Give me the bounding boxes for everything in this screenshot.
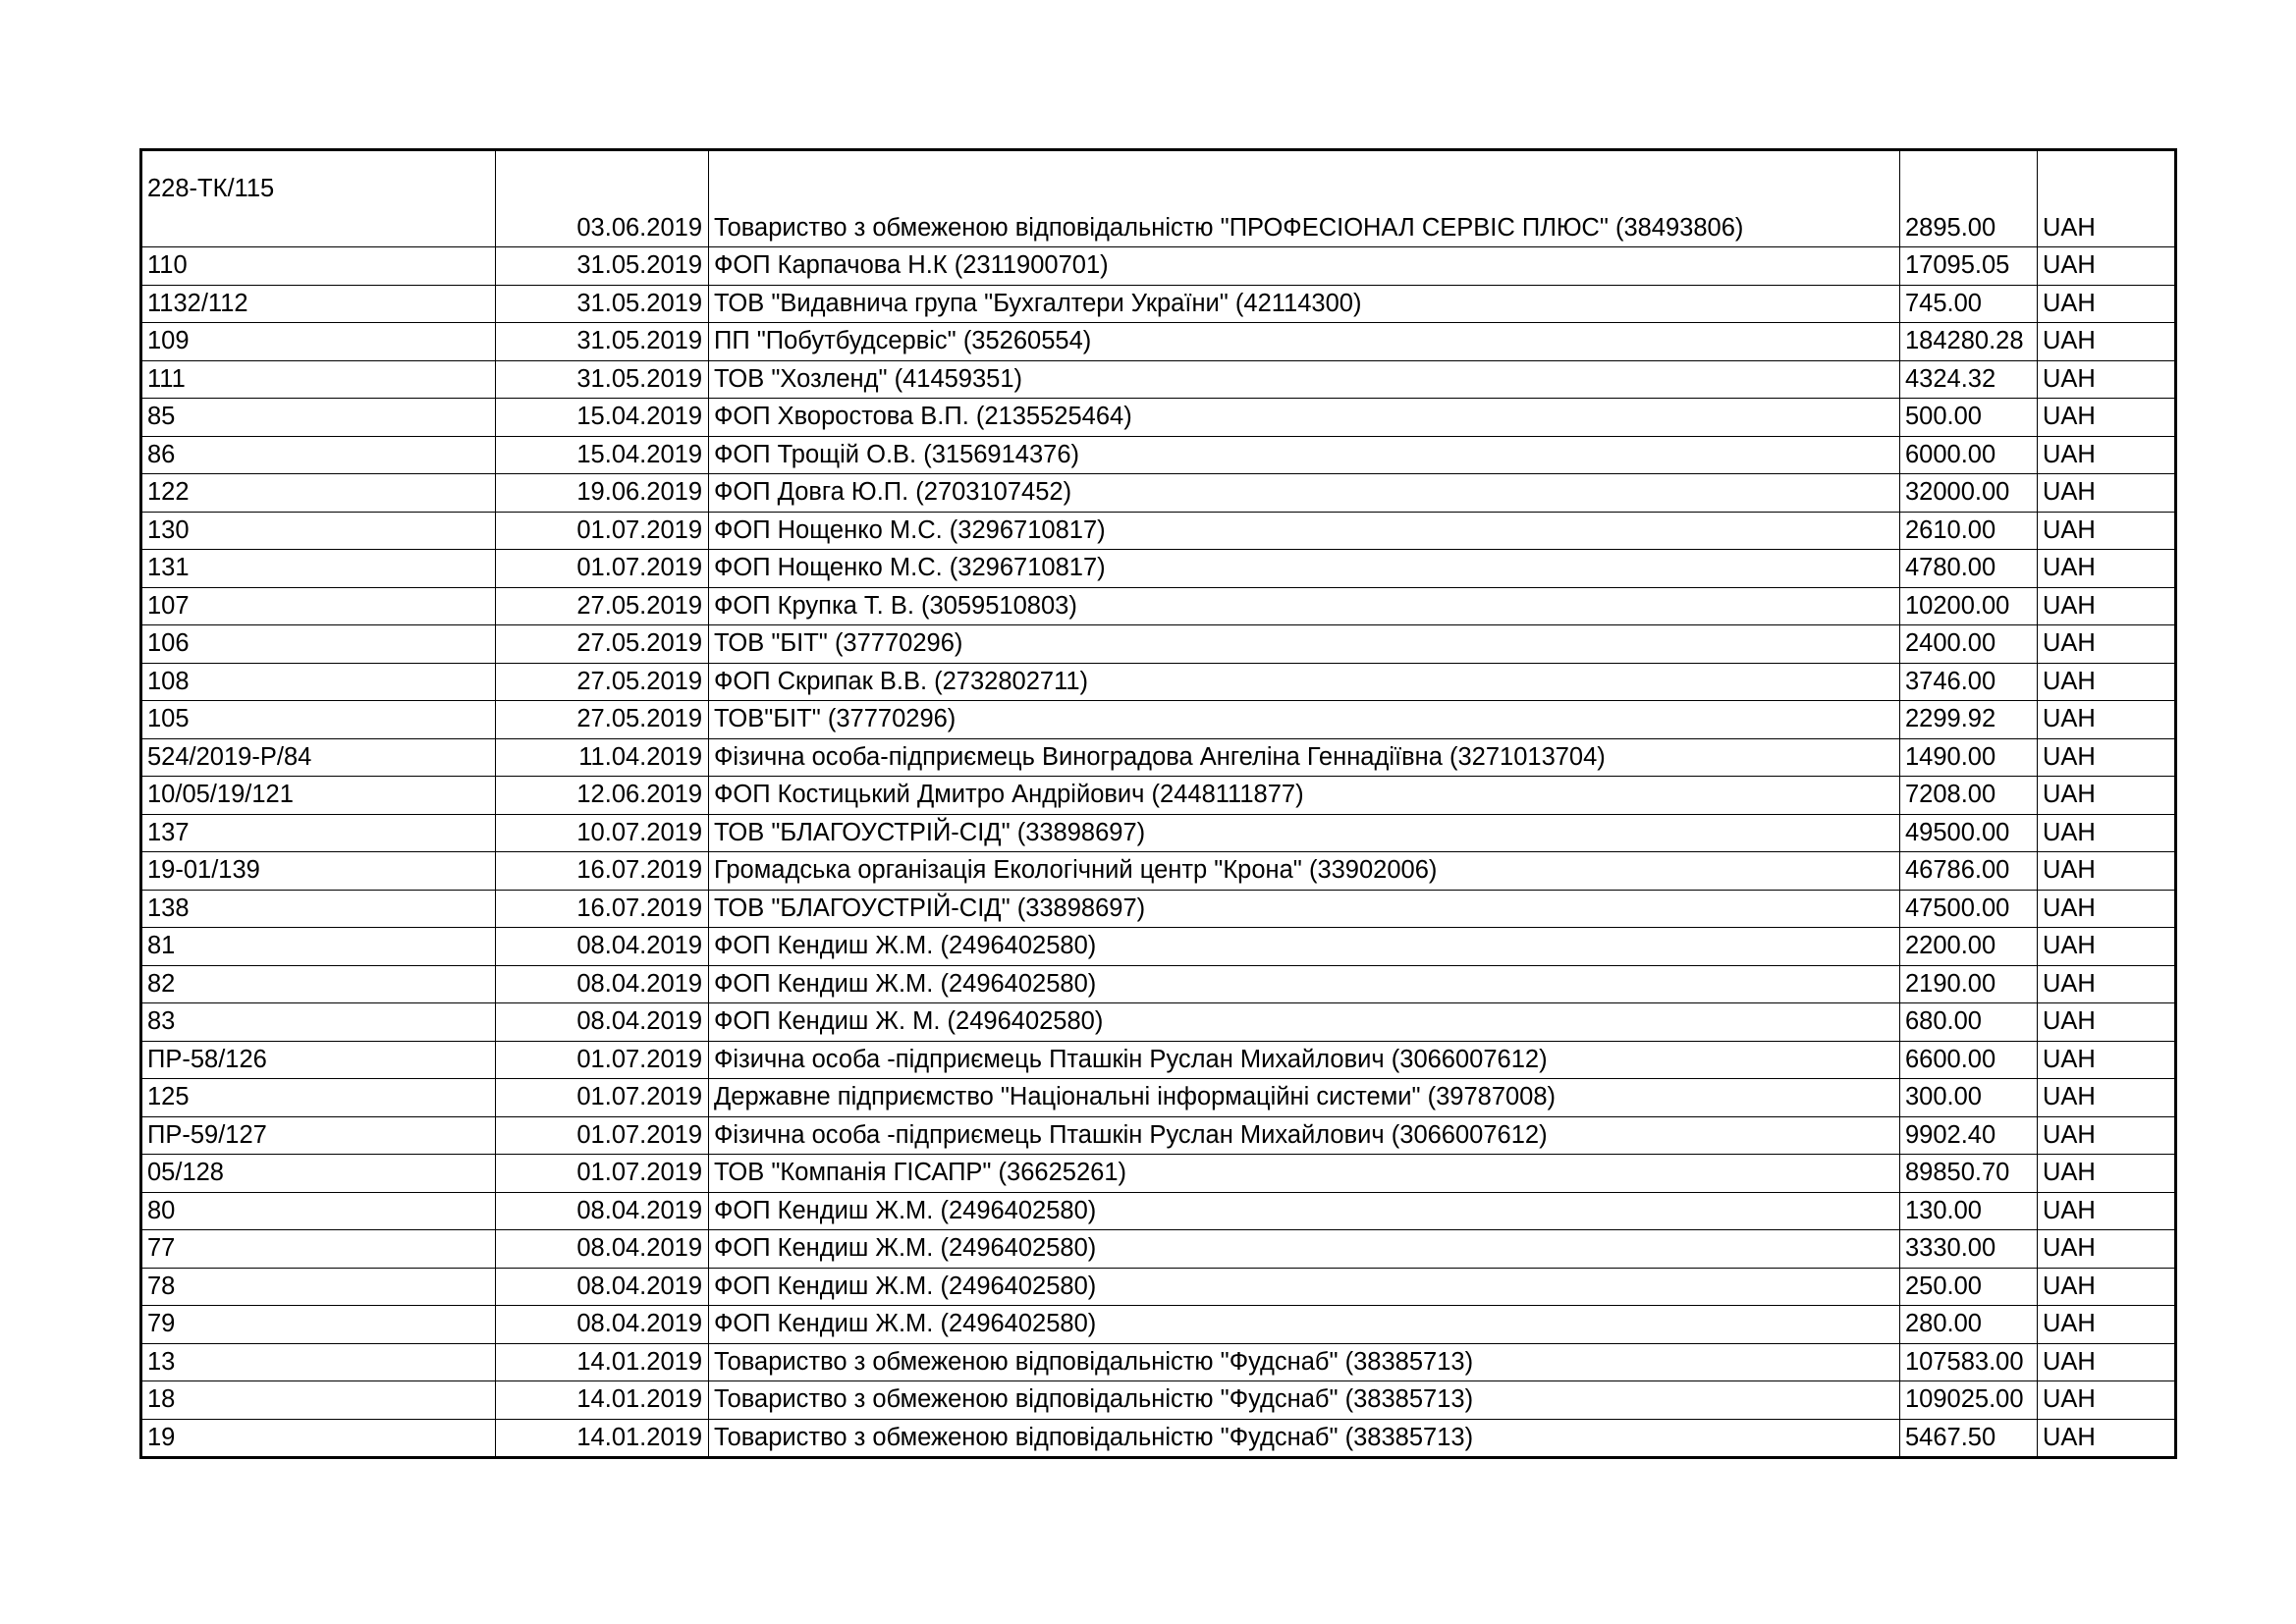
currency-cell: UAH: [2038, 150, 2176, 247]
counterparty-cell: Товариство з обмеженою відповідальністю "Фудснаб" (38385713): [709, 1381, 1900, 1420]
table-row: [141, 360, 2176, 399]
contract-number-cell: 111: [141, 360, 496, 399]
counterparty-cell: ФОП Кендиш Ж.М. (2496402580): [709, 1192, 1900, 1230]
contract-number-cell: 13: [141, 1343, 496, 1381]
table-row: [141, 663, 2176, 701]
contract-number-cell: 78: [141, 1268, 496, 1306]
contract-number-cell: 79: [141, 1306, 496, 1344]
counterparty-cell: ФОП Скрипак В.В. (2732802711): [709, 663, 1900, 701]
table-row: [141, 738, 2176, 777]
counterparty-cell: ФОП Хворостова В.П. (2135525464): [709, 399, 1900, 437]
amount-cell: 4324.32: [1900, 360, 2038, 399]
table-row: [141, 285, 2176, 323]
currency-cell: UAH: [2038, 1419, 2176, 1458]
currency-cell: UAH: [2038, 890, 2176, 928]
table-row: [141, 247, 2176, 286]
amount-cell: 46786.00: [1900, 852, 2038, 891]
date-cell: 27.05.2019: [496, 663, 709, 701]
amount-cell: 10200.00: [1900, 587, 2038, 625]
counterparty-cell: Громадська організація Екологічний центр "Крона" (33902006): [709, 852, 1900, 891]
date-cell: 31.05.2019: [496, 285, 709, 323]
counterparty-cell: Товариство з обмеженою відповідальністю "Фудснаб" (38385713): [709, 1343, 1900, 1381]
date-cell: 31.05.2019: [496, 360, 709, 399]
date-cell: 14.01.2019: [496, 1419, 709, 1458]
amount-cell: 3746.00: [1900, 663, 2038, 701]
date-cell: 08.04.2019: [496, 1192, 709, 1230]
counterparty-cell: Товариство з обмеженою відповідальністю "ПРОФЕСІОНАЛ СЕРВІС ПЛЮС" (38493806): [709, 150, 1900, 247]
contract-number-cell: 19: [141, 1419, 496, 1458]
table-row: [141, 436, 2176, 474]
date-cell: 01.07.2019: [496, 1116, 709, 1155]
contract-number-cell: 85: [141, 399, 496, 437]
amount-cell: 49500.00: [1900, 814, 2038, 852]
table-row: [141, 1192, 2176, 1230]
amount-cell: 3330.00: [1900, 1230, 2038, 1269]
amount-cell: 2299.92: [1900, 701, 2038, 739]
date-cell: 08.04.2019: [496, 928, 709, 966]
currency-cell: UAH: [2038, 512, 2176, 550]
currency-cell: UAH: [2038, 1343, 2176, 1381]
currency-cell: UAH: [2038, 1041, 2176, 1079]
table-row: [141, 965, 2176, 1003]
table-body: [141, 150, 2176, 1458]
contract-number-cell: 228-ТК/115: [141, 150, 496, 247]
table-row: [141, 1419, 2176, 1458]
counterparty-cell: Фізична особа -підприємець Пташкін Руслан Михайлович (3066007612): [709, 1041, 1900, 1079]
amount-cell: 5467.50: [1900, 1419, 2038, 1458]
amount-cell: 745.00: [1900, 285, 2038, 323]
table-row: [141, 1041, 2176, 1079]
amount-cell: 47500.00: [1900, 890, 2038, 928]
currency-cell: UAH: [2038, 550, 2176, 588]
amount-cell: 2200.00: [1900, 928, 2038, 966]
currency-cell: UAH: [2038, 474, 2176, 513]
date-cell: 31.05.2019: [496, 323, 709, 361]
amount-cell: 7208.00: [1900, 777, 2038, 815]
amount-cell: 2400.00: [1900, 625, 2038, 664]
table-row: [141, 1116, 2176, 1155]
counterparty-cell: ТОВ "Хозленд" (41459351): [709, 360, 1900, 399]
counterparty-cell: ФОП Кендиш Ж.М. (2496402580): [709, 1230, 1900, 1269]
contract-number-cell: 80: [141, 1192, 496, 1230]
contracts-table: [139, 148, 2177, 1459]
amount-cell: 89850.70: [1900, 1155, 2038, 1193]
contract-number-cell: 107: [141, 587, 496, 625]
date-cell: 08.04.2019: [496, 965, 709, 1003]
currency-cell: UAH: [2038, 1116, 2176, 1155]
amount-cell: 280.00: [1900, 1306, 2038, 1344]
currency-cell: UAH: [2038, 587, 2176, 625]
counterparty-cell: ФОП Костицький Дмитро Андрійович (2448111877): [709, 777, 1900, 815]
amount-cell: 250.00: [1900, 1268, 2038, 1306]
date-cell: 01.07.2019: [496, 1041, 709, 1079]
currency-cell: UAH: [2038, 285, 2176, 323]
contract-number-cell: 1132/112: [141, 285, 496, 323]
amount-cell: 2610.00: [1900, 512, 2038, 550]
date-cell: 16.07.2019: [496, 852, 709, 891]
table-row: [141, 1306, 2176, 1344]
date-cell: 16.07.2019: [496, 890, 709, 928]
currency-cell: UAH: [2038, 323, 2176, 361]
contract-number-cell: 86: [141, 436, 496, 474]
table-row: [141, 587, 2176, 625]
counterparty-cell: ТОВ "Компанія ГІСАПР" (36625261): [709, 1155, 1900, 1193]
counterparty-cell: ФОП Кендиш Ж.М. (2496402580): [709, 928, 1900, 966]
currency-cell: UAH: [2038, 625, 2176, 664]
contract-number-cell: 106: [141, 625, 496, 664]
currency-cell: UAH: [2038, 777, 2176, 815]
table-row: [141, 150, 2176, 247]
table-row: [141, 928, 2176, 966]
date-cell: 19.06.2019: [496, 474, 709, 513]
contract-number-cell: 81: [141, 928, 496, 966]
counterparty-cell: ТОВ "БЛАГОУСТРІЙ-СІД" (33898697): [709, 890, 1900, 928]
table-row: [141, 1155, 2176, 1193]
contract-number-cell: 125: [141, 1079, 496, 1117]
date-cell: 01.07.2019: [496, 550, 709, 588]
table-row: [141, 1268, 2176, 1306]
amount-cell: 300.00: [1900, 1079, 2038, 1117]
counterparty-cell: ТОВ "БІТ" (37770296): [709, 625, 1900, 664]
contract-number-cell: 83: [141, 1003, 496, 1042]
table-row: [141, 890, 2176, 928]
currency-cell: UAH: [2038, 814, 2176, 852]
currency-cell: UAH: [2038, 360, 2176, 399]
table-row: [141, 1230, 2176, 1269]
currency-cell: UAH: [2038, 1381, 2176, 1420]
currency-cell: UAH: [2038, 852, 2176, 891]
contract-number-cell: 130: [141, 512, 496, 550]
currency-cell: UAH: [2038, 1230, 2176, 1269]
table-row: [141, 625, 2176, 664]
table-row: [141, 1381, 2176, 1420]
counterparty-cell: ПП "Побутбудсервіс" (35260554): [709, 323, 1900, 361]
counterparty-cell: ТОВ "Видавнича група "Бухгалтери України" (42114300): [709, 285, 1900, 323]
date-cell: 14.01.2019: [496, 1381, 709, 1420]
table-row: [141, 550, 2176, 588]
table-row: [141, 777, 2176, 815]
amount-cell: 6000.00: [1900, 436, 2038, 474]
currency-cell: UAH: [2038, 965, 2176, 1003]
counterparty-cell: ФОП Кендиш Ж. М. (2496402580): [709, 1003, 1900, 1042]
date-cell: 12.06.2019: [496, 777, 709, 815]
counterparty-cell: ФОП Трощій О.В. (3156914376): [709, 436, 1900, 474]
currency-cell: UAH: [2038, 1079, 2176, 1117]
currency-cell: UAH: [2038, 1155, 2176, 1193]
counterparty-cell: ФОП Довга Ю.П. (2703107452): [709, 474, 1900, 513]
date-cell: 08.04.2019: [496, 1230, 709, 1269]
date-cell: 08.04.2019: [496, 1268, 709, 1306]
counterparty-cell: Фізична особа -підприємець Пташкін Руслан Михайлович (3066007612): [709, 1116, 1900, 1155]
amount-cell: 2895.00: [1900, 150, 2038, 247]
amount-cell: 6600.00: [1900, 1041, 2038, 1079]
contract-number-cell: ПР-58/126: [141, 1041, 496, 1079]
contract-number-cell: 524/2019-Р/84: [141, 738, 496, 777]
contract-number-cell: 137: [141, 814, 496, 852]
contract-number-cell: 05/128: [141, 1155, 496, 1193]
date-cell: 15.04.2019: [496, 399, 709, 437]
date-cell: 03.06.2019: [496, 150, 709, 247]
date-cell: 27.05.2019: [496, 701, 709, 739]
counterparty-cell: Товариство з обмеженою відповідальністю "Фудснаб" (38385713): [709, 1419, 1900, 1458]
amount-cell: 500.00: [1900, 399, 2038, 437]
counterparty-cell: ТОВ "БЛАГОУСТРІЙ-СІД" (33898697): [709, 814, 1900, 852]
table-row: [141, 323, 2176, 361]
amount-cell: 32000.00: [1900, 474, 2038, 513]
currency-cell: UAH: [2038, 1306, 2176, 1344]
contract-number-cell: 82: [141, 965, 496, 1003]
contract-number-cell: 131: [141, 550, 496, 588]
contract-number-cell: 138: [141, 890, 496, 928]
contract-number-cell: 110: [141, 247, 496, 286]
amount-cell: 184280.28: [1900, 323, 2038, 361]
contract-number-cell: 109: [141, 323, 496, 361]
contract-number-cell: ПР-59/127: [141, 1116, 496, 1155]
currency-cell: UAH: [2038, 436, 2176, 474]
date-cell: 27.05.2019: [496, 587, 709, 625]
counterparty-cell: Державне підприємство "Національні інформаційні системи" (39787008): [709, 1079, 1900, 1117]
date-cell: 01.07.2019: [496, 1079, 709, 1117]
amount-cell: 130.00: [1900, 1192, 2038, 1230]
amount-cell: 2190.00: [1900, 965, 2038, 1003]
table-row: [141, 1343, 2176, 1381]
table-row: [141, 512, 2176, 550]
amount-cell: 680.00: [1900, 1003, 2038, 1042]
currency-cell: UAH: [2038, 701, 2176, 739]
amount-cell: 17095.05: [1900, 247, 2038, 286]
counterparty-cell: ФОП Нощенко М.С. (3296710817): [709, 550, 1900, 588]
currency-cell: UAH: [2038, 399, 2176, 437]
amount-cell: 9902.40: [1900, 1116, 2038, 1155]
table-row: [141, 1003, 2176, 1042]
contract-number-cell: 10/05/19/121: [141, 777, 496, 815]
contract-number-cell: 122: [141, 474, 496, 513]
contract-number-cell: 77: [141, 1230, 496, 1269]
date-cell: 01.07.2019: [496, 512, 709, 550]
currency-cell: UAH: [2038, 1192, 2176, 1230]
date-cell: 15.04.2019: [496, 436, 709, 474]
date-cell: 01.07.2019: [496, 1155, 709, 1193]
date-cell: 10.07.2019: [496, 814, 709, 852]
date-cell: 31.05.2019: [496, 247, 709, 286]
table-row: [141, 852, 2176, 891]
amount-cell: 109025.00: [1900, 1381, 2038, 1420]
table-row: [141, 474, 2176, 513]
counterparty-cell: ФОП Крупка Т. В. (3059510803): [709, 587, 1900, 625]
currency-cell: UAH: [2038, 1268, 2176, 1306]
currency-cell: UAH: [2038, 663, 2176, 701]
date-cell: 27.05.2019: [496, 625, 709, 664]
counterparty-cell: ФОП Кендиш Ж.М. (2496402580): [709, 1306, 1900, 1344]
amount-cell: 4780.00: [1900, 550, 2038, 588]
currency-cell: UAH: [2038, 928, 2176, 966]
counterparty-cell: ФОП Кендиш Ж.М. (2496402580): [709, 965, 1900, 1003]
currency-cell: UAH: [2038, 738, 2176, 777]
date-cell: 08.04.2019: [496, 1306, 709, 1344]
date-cell: 14.01.2019: [496, 1343, 709, 1381]
contract-number-cell: 19-01/139: [141, 852, 496, 891]
amount-cell: 1490.00: [1900, 738, 2038, 777]
counterparty-cell: ФОП Нощенко М.С. (3296710817): [709, 512, 1900, 550]
table-row: [141, 399, 2176, 437]
counterparty-cell: ТОВ"БІТ" (37770296): [709, 701, 1900, 739]
contract-number-cell: 105: [141, 701, 496, 739]
counterparty-cell: ФОП Карпачова Н.К (2311900701): [709, 247, 1900, 286]
counterparty-cell: Фізична особа-підприємець Виноградова Ангеліна Геннадіївна (3271013704): [709, 738, 1900, 777]
currency-cell: UAH: [2038, 1003, 2176, 1042]
amount-cell: 107583.00: [1900, 1343, 2038, 1381]
table-row: [141, 701, 2176, 739]
date-cell: 08.04.2019: [496, 1003, 709, 1042]
currency-cell: UAH: [2038, 247, 2176, 286]
date-cell: 11.04.2019: [496, 738, 709, 777]
table-row: [141, 814, 2176, 852]
table-row: [141, 1079, 2176, 1117]
counterparty-cell: ФОП Кендиш Ж.М. (2496402580): [709, 1268, 1900, 1306]
contract-number-cell: 18: [141, 1381, 496, 1420]
contract-number-cell: 108: [141, 663, 496, 701]
